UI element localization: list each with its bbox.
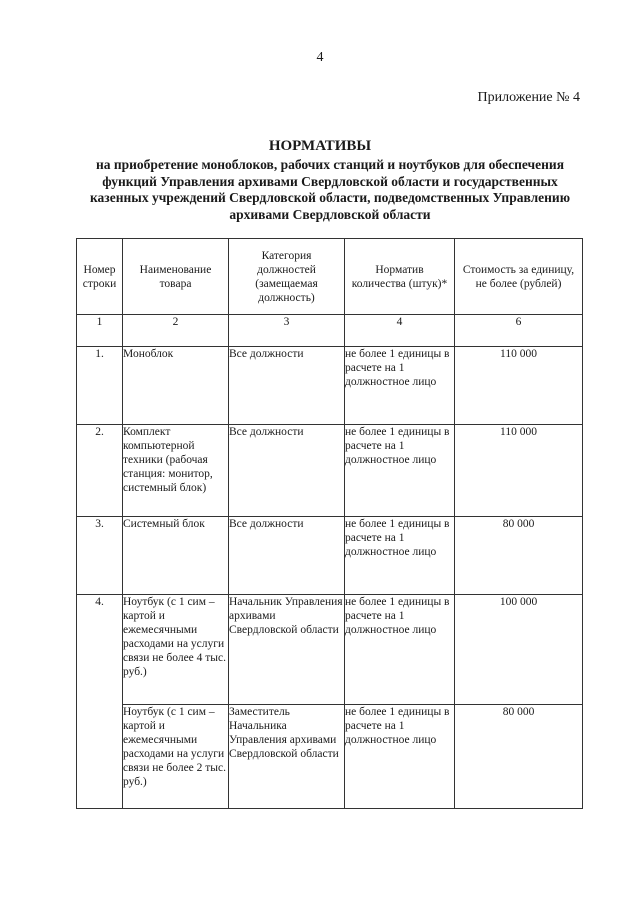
header-position-category: Категория должностей (замещаемая должность) <box>229 239 345 315</box>
norms-table <box>76 238 583 809</box>
column-index-row <box>77 315 583 347</box>
header-unit-price: Стоимость за единицу, не более (рублей) <box>455 239 583 315</box>
table-row <box>77 595 583 705</box>
table-row <box>77 705 583 809</box>
item-name: Комплект компьютерной техники (рабочая станция: монитор, системный блок) <box>123 425 229 517</box>
quantity-norm: не более 1 единицы в расчете на 1 должностное лицо <box>345 595 455 705</box>
quantity-norm: не более 1 единицы в расчете на 1 должностное лицо <box>345 705 455 809</box>
column-index: 1 <box>77 315 123 347</box>
position-category: Все должности <box>229 425 345 517</box>
column-index: 6 <box>455 315 583 347</box>
table-row <box>77 347 583 425</box>
unit-price: 80 000 <box>455 705 583 809</box>
row-number: 4. <box>77 595 123 809</box>
item-name: Системный блок <box>123 517 229 595</box>
column-index: 4 <box>345 315 455 347</box>
unit-price: 80 000 <box>455 517 583 595</box>
document-subtitle: на приобретение моноблоков, рабочих станций и ноутбуков для обеспечения функций Управления архивами Свердловской области и государственных казенных учреждений Свердловской области, подведомственных Управлению архивами Свердловской области <box>89 157 571 222</box>
table-row <box>77 425 583 517</box>
item-name: Ноутбук (с 1 сим – картой и ежемесячными расходами на услуги связи не более 2 тыс. руб.) <box>123 705 229 809</box>
column-index: 2 <box>123 315 229 347</box>
header-quantity-norm: Норматив количества (штук)* <box>345 239 455 315</box>
column-index: 3 <box>229 315 345 347</box>
item-name: Ноутбук (с 1 сим – картой и ежемесячными расходами на услуги связи не более 4 тыс. руб.) <box>123 595 229 705</box>
appendix-label: Приложение № 4 <box>477 90 580 105</box>
row-number: 2. <box>77 425 123 517</box>
document-title: НОРМАТИВЫ <box>268 138 372 154</box>
row-number: 3. <box>77 517 123 595</box>
unit-price: 100 000 <box>455 595 583 705</box>
row-number: 1. <box>77 347 123 425</box>
position-category: Все должности <box>229 347 345 425</box>
page-number: 4 <box>316 50 324 65</box>
table-header-row <box>77 239 583 315</box>
header-row-number: Номер строки <box>77 239 123 315</box>
quantity-norm: не более 1 единицы в расчете на 1 должностное лицо <box>345 517 455 595</box>
position-category: Начальник Управления архивами Свердловской области <box>229 595 345 705</box>
quantity-norm: не более 1 единицы в расчете на 1 должностное лицо <box>345 425 455 517</box>
position-category: Заместитель Начальника Управления архивами Свердловской области <box>229 705 345 809</box>
table-row <box>77 517 583 595</box>
unit-price: 110 000 <box>455 347 583 425</box>
position-category: Все должности <box>229 517 345 595</box>
quantity-norm: не более 1 единицы в расчете на 1 должностное лицо <box>345 347 455 425</box>
item-name: Моноблок <box>123 347 229 425</box>
header-item-name: Наименование товара <box>123 239 229 315</box>
unit-price: 110 000 <box>455 425 583 517</box>
